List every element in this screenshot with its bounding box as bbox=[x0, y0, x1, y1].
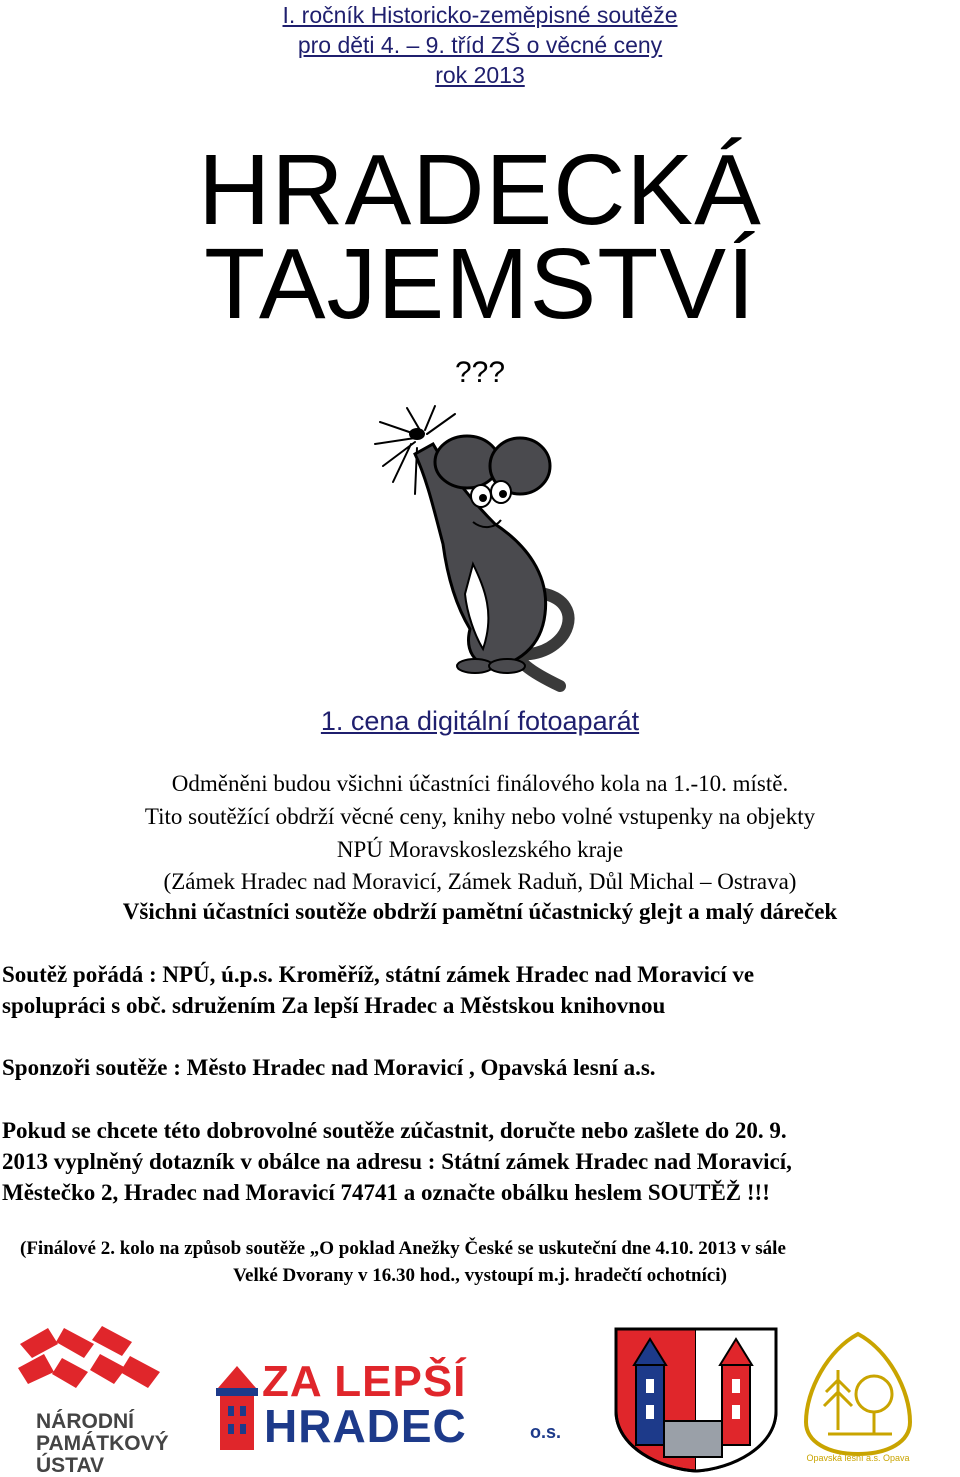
zalepsi-line-2: HRADEC bbox=[264, 1400, 467, 1452]
opavska-logo-text: Opavská lesní a.s. Opava bbox=[806, 1453, 910, 1463]
npu-logo-line-1: NÁRODNÍ bbox=[36, 1410, 134, 1433]
final-line-2: Velké Dvorany v 16.30 hod., vystoupí m.j. hradečtí ochotníci) bbox=[233, 1265, 727, 1286]
header-line-1: I. ročník Historicko-zeměpisné soutěže bbox=[282, 2, 678, 28]
organizer-line-1: Soutěž pořádá : NPÚ, ú.p.s. Kroměříž, státní zámek Hradec nad Moravicí ve bbox=[2, 962, 755, 987]
header-line-3: rok 2013 bbox=[435, 62, 525, 88]
awards-line-1: Odměněni budou všichni účastníci finálového kola na 1.-10. místě. bbox=[171, 771, 789, 796]
zalepsi-line-1: ZA LEPŠÍ bbox=[262, 1357, 467, 1406]
title-question: ??? bbox=[454, 356, 506, 389]
prize-text: 1. cena digitální fotoaparát bbox=[320, 706, 640, 736]
mouse-illustration bbox=[355, 404, 635, 700]
opavska-logo bbox=[798, 1330, 918, 1472]
awards-line-2: Tito soutěžící obdrží věcné ceny, knihy nebo volné vstupenky na objekty bbox=[144, 804, 816, 829]
instructions-line-2: 2013 vyplněný dotazník v obálce na adresu : Státní zámek Hradec nad Moravicí, bbox=[2, 1149, 792, 1174]
npu-mark-icon bbox=[14, 1322, 174, 1400]
title-line-1: HRADECKÁ bbox=[198, 134, 762, 246]
awards-line-4: (Zámek Hradec nad Moravicí, Zámek Raduň, Důl Michal – Ostrava) bbox=[163, 869, 797, 894]
zalepsi-suffix: o.s. bbox=[530, 1422, 562, 1442]
tower-icon bbox=[208, 1366, 266, 1450]
awards-line-5: Všichni účastníci soutěže obdrží pamětní účastnický glejt a malý dáreček bbox=[122, 899, 838, 924]
instructions-line-3: Městečko 2, Hradec nad Moravicí 74741 a označte obálku heslem SOUTĚŽ !!! bbox=[2, 1180, 770, 1205]
npu-logo-line-3: ÚSTAV bbox=[36, 1454, 105, 1477]
opavska-emblem-icon bbox=[798, 1330, 918, 1458]
awards-line-3: NPÚ Moravskoslezského kraje bbox=[336, 837, 624, 862]
npu-logo-line-2: PAMÁTKOVÝ bbox=[36, 1432, 169, 1455]
zalepsi-logo bbox=[208, 1357, 578, 1452]
title-line-2: TAJEMSTVÍ bbox=[204, 228, 756, 340]
npu-logo bbox=[14, 1322, 174, 1477]
final-line-1: (Finálové 2. kolo na způsob soutěže „O poklad Anežky České se uskuteční dne 4.10. 2013 v sále bbox=[20, 1238, 786, 1259]
header-line-2: pro děti 4. – 9. tříd ZŠ o věcné ceny bbox=[297, 32, 663, 58]
coat-of-arms-icon bbox=[612, 1325, 780, 1473]
organizer-line-2: spolupráci s obč. sdružením Za lepší Hradec a Městskou knihovnou bbox=[2, 993, 666, 1018]
instructions-line-1: Pokud se chcete této dobrovolné soutěže zúčastnit, doručte nebo zašlete do 20. 9. bbox=[2, 1118, 787, 1143]
sponsors-text: Sponzoři soutěže : Město Hradec nad Moravicí , Opavská lesní a.s. bbox=[2, 1055, 656, 1080]
